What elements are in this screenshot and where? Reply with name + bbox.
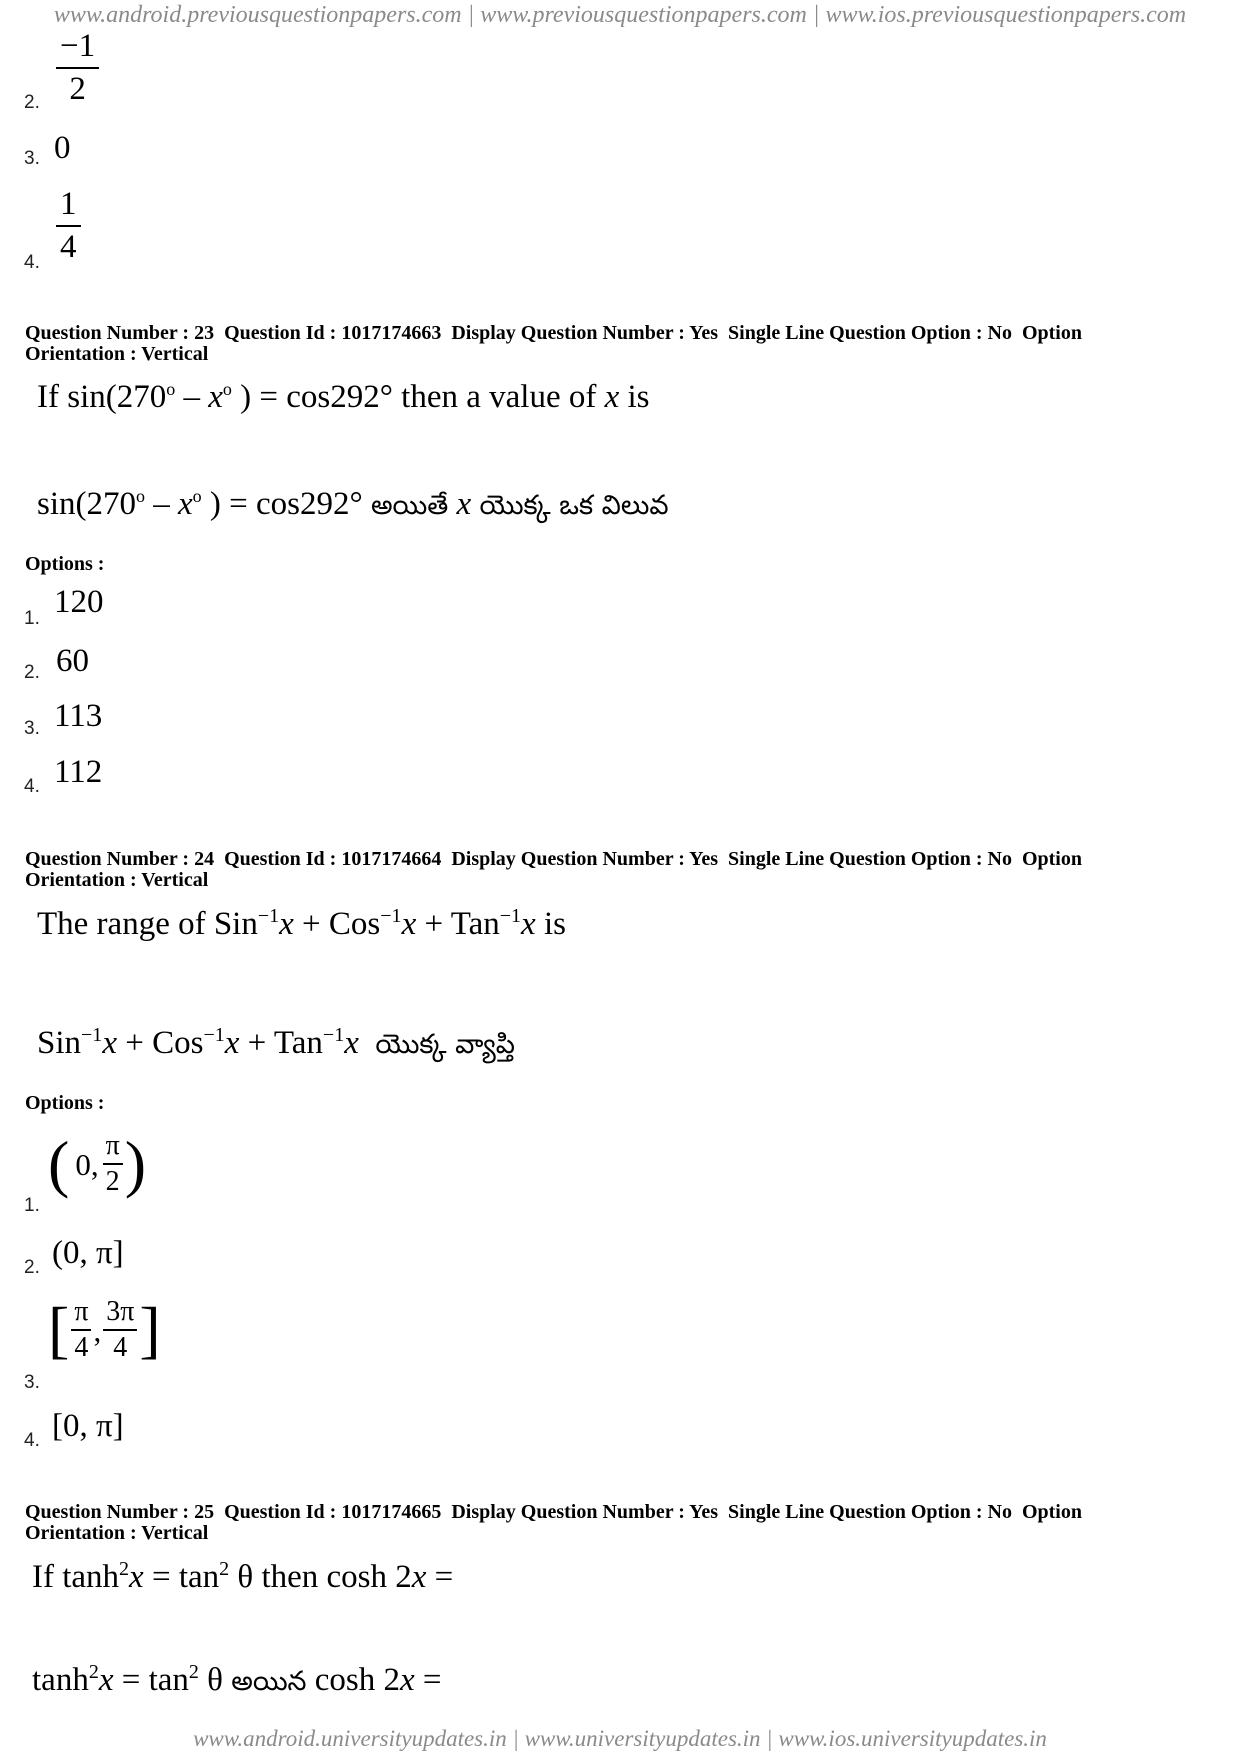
- option-number: 3.: [24, 1372, 40, 1393]
- question-25-stem-en: If $\tanh^2x = \tan^2 \theta$ then cosh 2x =: [32, 1558, 454, 1595]
- watermark-bottom: www.android.universityupdates.in | www.universityupdates.in | www.ios.universityupdates.in: [193, 1726, 1047, 1751]
- option-text: 60: [56, 643, 89, 679]
- question-23-meta: Question Number : 23 Question Id : 1017174663 Display Question Number : Yes Single Line Question Option : No Option Orientation : Vertical: [25, 322, 1082, 365]
- option-text: 0: [54, 130, 71, 166]
- watermark-top: www.android.previousquestionpapers.com | www.previousquestionpapers.com | www.ios.previousquestionpapers.com: [53, 2, 1187, 28]
- option-text: 120: [54, 584, 104, 620]
- question-24-stem-te: Sin$^{-1}$x + Cos$^{-1}$x + Tan$^{-1}$x యొక్క వ్యాప్తి: [37, 1024, 515, 1061]
- question-24-meta: Question Number : 24 Question Id : 1017174664 Display Question Number : Yes Single Line Question Option : No Option Orientation : Vertical: [25, 848, 1082, 891]
- fraction-numerator: −1: [56, 30, 99, 69]
- option-interval: [ π 4 , 3π 4 ]: [48, 1294, 161, 1365]
- options-label: Options :: [25, 553, 105, 575]
- question-23-stem-en: If $\sin(270^o - x^o$ ) = cos292° then a value of x is: [37, 379, 650, 415]
- option-number: 3.: [24, 718, 40, 739]
- option-text: 112: [54, 754, 103, 790]
- question-25-meta: Question Number : 25 Question Id : 1017174665 Display Question Number : Yes Single Line Question Option : No Option Orientation : Vertical: [25, 1501, 1082, 1544]
- question-23-stem-te: $\sin(270^o - x^o$ ) = cos292° అయితే x యొక్క ఒక విలువ: [37, 486, 669, 522]
- option-fraction: [56, 188, 81, 264]
- option-text: 113: [54, 698, 103, 734]
- options-label: Options :: [25, 1092, 105, 1114]
- option-number: 4.: [24, 252, 40, 273]
- fraction-denominator: 4: [60, 229, 77, 265]
- option-number: 3.: [24, 148, 40, 169]
- option-number: 2.: [24, 1257, 40, 1278]
- option-number: 1.: [24, 608, 40, 629]
- option-number: 1.: [24, 1195, 40, 1216]
- option-number: 4.: [24, 1430, 40, 1451]
- fraction-denominator: 2: [69, 71, 86, 107]
- question-25-stem-te: $\tanh^2x = \tan^2 \theta$ అయిన cosh 2x =: [32, 1661, 442, 1698]
- option-number: 2.: [24, 92, 40, 113]
- option-text: (0, π]: [52, 1235, 124, 1271]
- option-number: 2.: [24, 662, 40, 683]
- option-text: [0, π]: [52, 1408, 124, 1444]
- fraction-numerator: 1: [56, 188, 81, 227]
- question-24-stem-en: The range of Sin$^{-1}$x + Cos$^{-1}$x + Tan$^{-1}$x is: [37, 905, 566, 942]
- option-interval: ( 0, π 2 ): [48, 1128, 147, 1199]
- option-number: 4.: [24, 776, 40, 797]
- option-fraction: [56, 30, 99, 106]
